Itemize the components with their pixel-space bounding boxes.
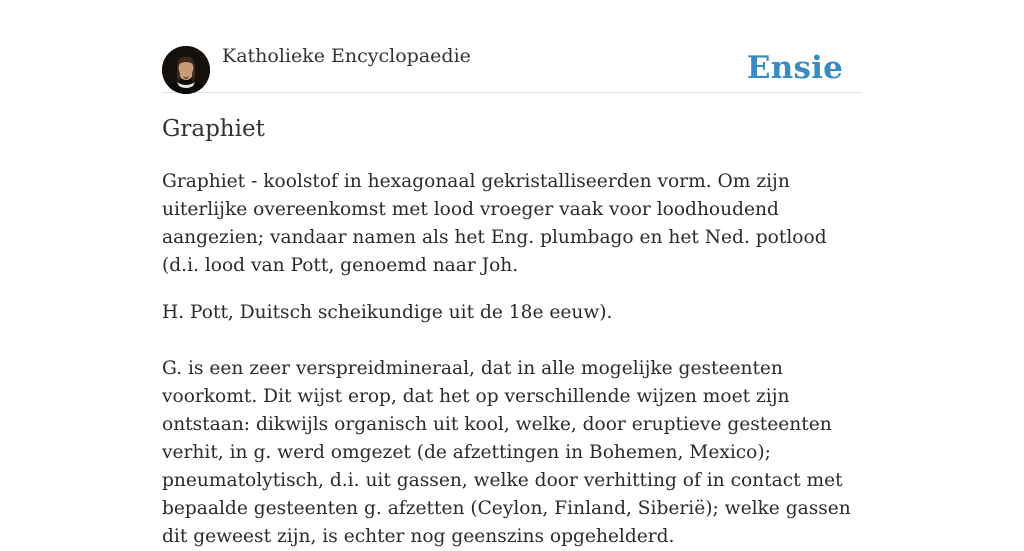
site-header	[162, 0, 862, 93]
portrait-icon	[162, 46, 210, 94]
site-name[interactable]: Katholieke Encyclopaedie	[222, 45, 471, 67]
brand-logo[interactable]: Ensie	[746, 50, 843, 86]
article-paragraph: Graphiet - koolstof in hexagonaal gekristalliseerden vorm. Om zijn uiterlijke overeenkomst met lood vroeger vaak voor loodhoudend aangezien; vandaar namen als het Eng. plumbago en het Ned. potlood (d.i. lood van Pott, genoemd naar Joh.	[162, 171, 827, 276]
article-title: Graphiet	[162, 116, 265, 142]
article-body	[162, 168, 862, 551]
page-container	[162, 0, 862, 547]
article-paragraph: H. Pott, Duitsch scheikundige uit de 18e eeuw).	[162, 302, 613, 323]
portrait-avatar[interactable]	[162, 46, 210, 94]
article-paragraph: G. is een zeer verspreidmineraal, dat in alle mogelijke gesteenten voorkomt. Dit wijst erop, dat het op verschillende wijzen moet zijn ontstaan: dikwijls organisch uit kool, welke, door eruptieve gesteenten verhit, in g. werd omgezet (de afzettingen in Bohemen, Mexico); pneumatolytisch, d.i. uit gassen, welke door verhitting of in contact met bepaalde gesteenten g. afzetten (Ceylon, Finland, Siberië); welke gassen dit geweest zijn, is echter nog geenszins opgehelderd.	[162, 358, 851, 547]
